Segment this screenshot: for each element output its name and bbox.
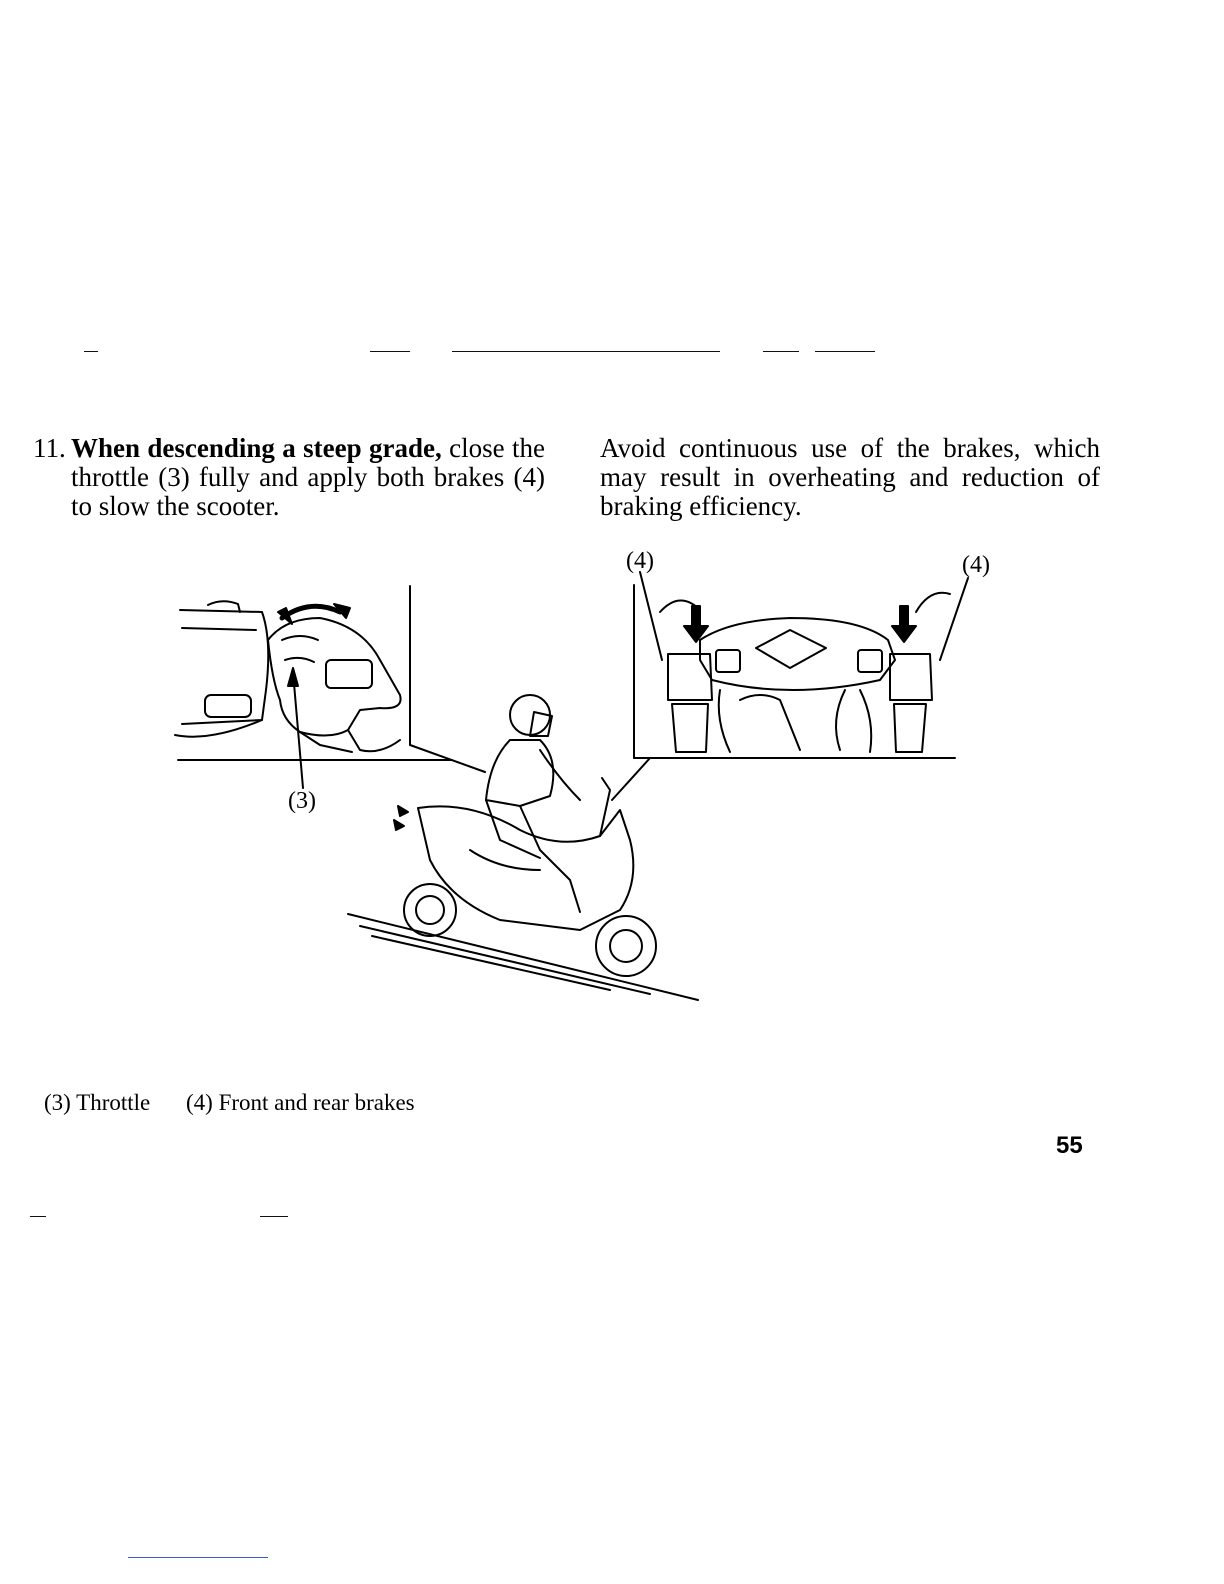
scan-artifact-line (452, 351, 720, 352)
page-number: 55 (1056, 1132, 1083, 1159)
scooter-illustration-drawing (0, 540, 1224, 1020)
scan-artifact-line (84, 351, 98, 352)
scan-artifact-line (370, 351, 410, 352)
scooter-descending-illustration (0, 540, 1224, 1020)
scan-artifact-line (815, 351, 875, 352)
scan-artifact-line (30, 1216, 46, 1217)
step-11-instruction (33, 434, 545, 521)
brake-callout-left: (4) (626, 548, 654, 574)
caption-brakes: (4) Front and rear brakes (186, 1090, 415, 1115)
caption-throttle: (3) Throttle (44, 1090, 151, 1115)
brake-caution-note: Avoid continuous use of the brakes, which may result in overheating and reduction of braking efficiency. (600, 433, 1100, 521)
scan-artifact-line (260, 1216, 288, 1217)
figure-caption (44, 1090, 445, 1116)
throttle-callout: (3) (288, 788, 316, 814)
step-lead-rest: close the throttle (3) fully and apply both brakes (4) to slow the scooter. (71, 433, 545, 521)
scan-artifact-underline (128, 1557, 268, 1558)
brake-callout-right: (4) (962, 552, 990, 578)
step-body (71, 434, 545, 521)
scan-artifact-line (763, 351, 799, 352)
throttle-inset (175, 586, 485, 788)
step-lead-bold: When descending a steep grade, (71, 433, 442, 463)
brake-levers-inset (612, 572, 968, 800)
step-number: 11. (33, 433, 66, 463)
